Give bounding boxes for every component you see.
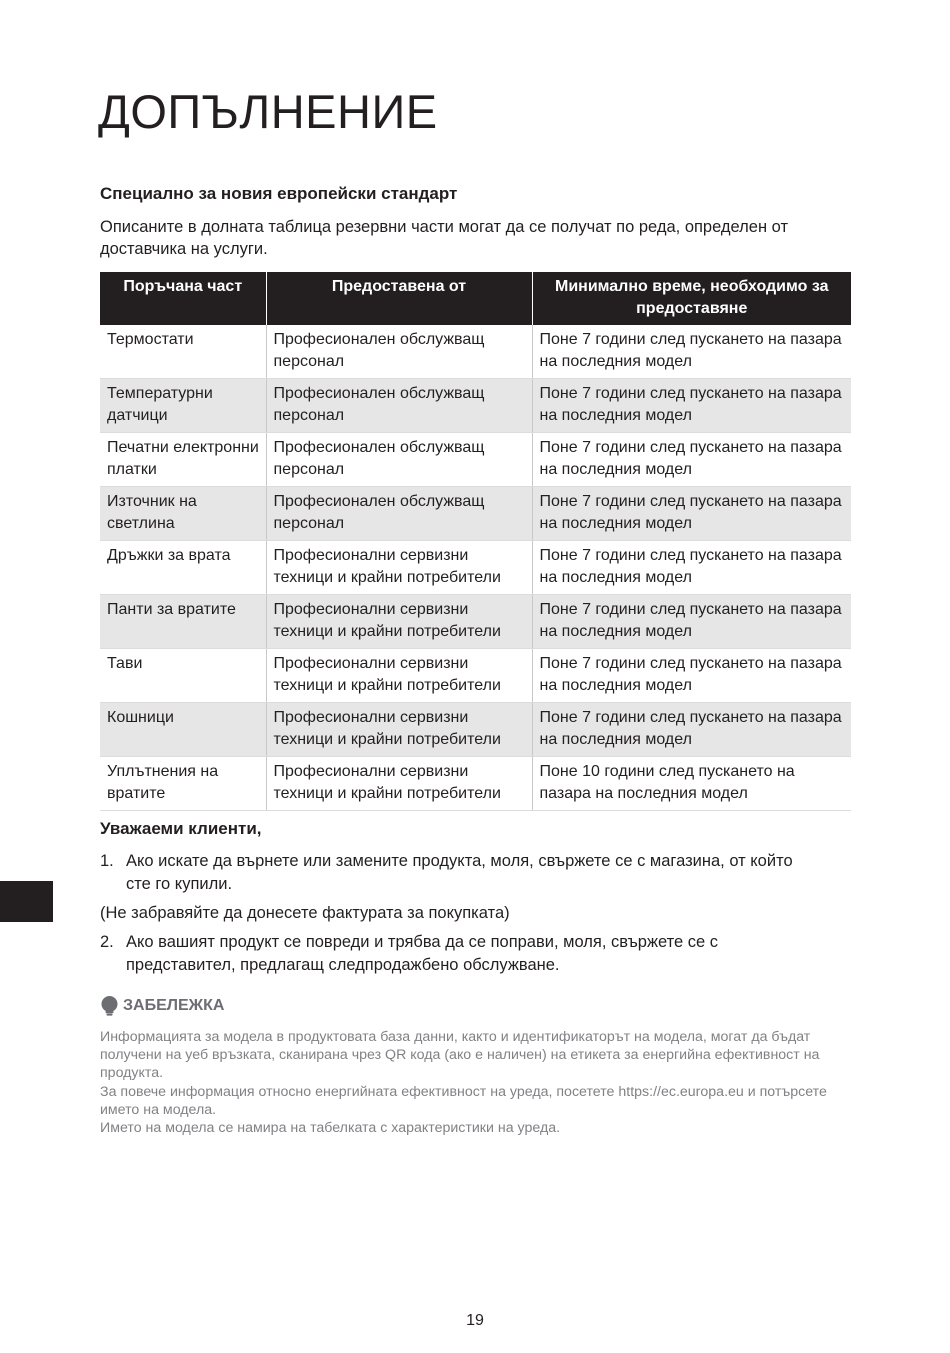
cell-provider: Професионални сервизни техници и крайни потребители [266,649,532,703]
page-number: 19 [466,1312,484,1329]
table-row [100,649,851,703]
section-heading-customers: Уважаеми клиенти, [100,819,262,838]
cell-part: Панти за вратите [100,595,266,649]
list-item-number: 1. [100,852,114,870]
cell-provider: Професионални сервизни техници и крайни потребители [266,595,532,649]
language-side-tab [0,881,53,922]
cell-min-time: Поне 7 години след пускането на пазара на последния модел [532,541,851,595]
table-header-row [100,272,851,325]
cell-part: Уплътнения на вратите [100,757,266,811]
list-item-repair [100,931,820,977]
lightbulb-icon [100,996,119,1016]
receipt-reminder: (Не забравяйте да донесете фактурата за покупката) [100,904,510,922]
cell-min-time: Поне 7 години след пускането на пазара на последния модел [532,595,851,649]
note-paragraph: За повече информация относно енергийната ефективност на уреда, посетете https://ec.europa.eu и потърсете името на модела. [100,1083,827,1118]
table-row [100,433,851,487]
cell-provider: Професионален обслужващ персонал [266,433,532,487]
cell-provider: Професионални сервизни техници и крайни потребители [266,703,532,757]
table-row [100,325,851,379]
cell-min-time: Поне 10 години след пускането на пазара на последния модел [532,757,851,811]
table-row [100,757,851,811]
column-header-min-time: Минимално време, необходимо за предоставяне [532,272,851,325]
intro-paragraph: Описаните в долната таблица резервни части могат да се получат по реда, определен от доставчика на услуги. [100,218,789,258]
note-body [100,1028,855,1137]
section-heading-standard: Специално за новия европейски стандарт [100,184,458,203]
page-title: ДОПЪЛНЕНИЕ [98,85,438,138]
cell-min-time: Поне 7 години след пускането на пазара на последния модел [532,325,851,379]
cell-part: Термостати [100,325,266,379]
note-heading [100,996,224,1016]
note-paragraph: Информацията за модела в продуктовата база данни, както и идентификаторът на модела, могат да бъдат получени на уеб връзката, сканирана чрез QR кода (ако е наличен) на етикета за енергийна ефективност на продукта. [100,1029,820,1082]
cell-provider: Професионални сервизни техници и крайни потребители [266,757,532,811]
cell-min-time: Поне 7 години след пускането на пазара на последния модел [532,703,851,757]
cell-provider: Професионални сервизни техници и крайни потребители [266,541,532,595]
column-header-provider: Предоставена от [266,272,532,325]
cell-part: Източник на светлина [100,487,266,541]
cell-min-time: Поне 7 години след пускането на пазара на последния модел [532,433,851,487]
cell-provider: Професионален обслужващ персонал [266,325,532,379]
table-row [100,703,851,757]
table-row [100,487,851,541]
list-item-text: Ако вашият продукт се повреди и трябва да се поправи, моля, свържете се с представител, предлагащ следпродажбено обслужване. [126,933,719,974]
cell-part: Дръжки за врата [100,541,266,595]
cell-provider: Професионален обслужващ персонал [266,487,532,541]
cell-part: Температурни датчици [100,379,266,433]
list-item-return [100,850,820,896]
column-header-part: Поръчана част [100,272,266,325]
note-paragraph: Името на модела се намира на табелката с характеристики на уреда. [100,1120,561,1137]
cell-part: Печатни електронни платки [100,433,266,487]
cell-part: Тави [100,649,266,703]
cell-min-time: Поне 7 години след пускането на пазара на последния модел [532,379,851,433]
list-item-text: Ако искате да върнете или замените продукта, моля, свържете се с магазина, от който сте го купили. [126,852,793,893]
cell-min-time: Поне 7 години след пускането на пазара на последния модел [532,487,851,541]
cell-part: Кошници [100,703,266,757]
note-heading-label: ЗАБЕЛЕЖКА [123,997,225,1014]
table-row [100,595,851,649]
cell-provider: Професионален обслужващ персонал [266,379,532,433]
spare-parts-table [100,272,851,811]
list-item-number: 2. [100,933,114,951]
cell-min-time: Поне 7 години след пускането на пазара на последния модел [532,649,851,703]
table-row [100,379,851,433]
table-row [100,541,851,595]
